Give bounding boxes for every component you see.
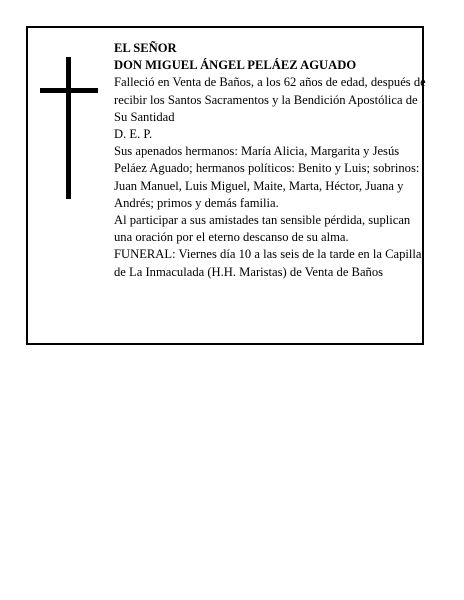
prayer-request: Al participar a sus amistades tan sensible pérdida, suplican una oración por el eterno descanso de su alma. [114,213,411,245]
obituary-notice [26,26,424,345]
dep-line: D. E. P. [114,127,153,142]
cross-icon [40,57,98,199]
funeral-details: FUNERAL: Viernes día 10 a las seis de la tarde en la Capilla de La Inmaculada (H.H. Maristas) de Venta de Baños [114,247,422,279]
cross-vertical-bar [66,57,71,199]
death-statement: Falleció en Venta de Baños, a los 62 años de edad, después de recibir los Santos Sacramentos y la Bendición Apostólica de Su Santidad [114,75,426,124]
title-line-1: EL SEÑOR [114,41,177,55]
deceased-name: DON MIGUEL ÁNGEL PELÁEZ AGUADO [114,58,357,73]
family-list: Sus apenados hermanos: María Alicia, Margarita y Jesús Peláez Aguado; hermanos políticos: Benito y Luis; sobrinos: Juan Manuel, Luis Miguel, Maite, Marta, Héctor, Juana y Andrés; primos y demás familia. [114,144,420,210]
obituary-text [114,40,426,281]
cross-horizontal-bar [40,88,98,93]
